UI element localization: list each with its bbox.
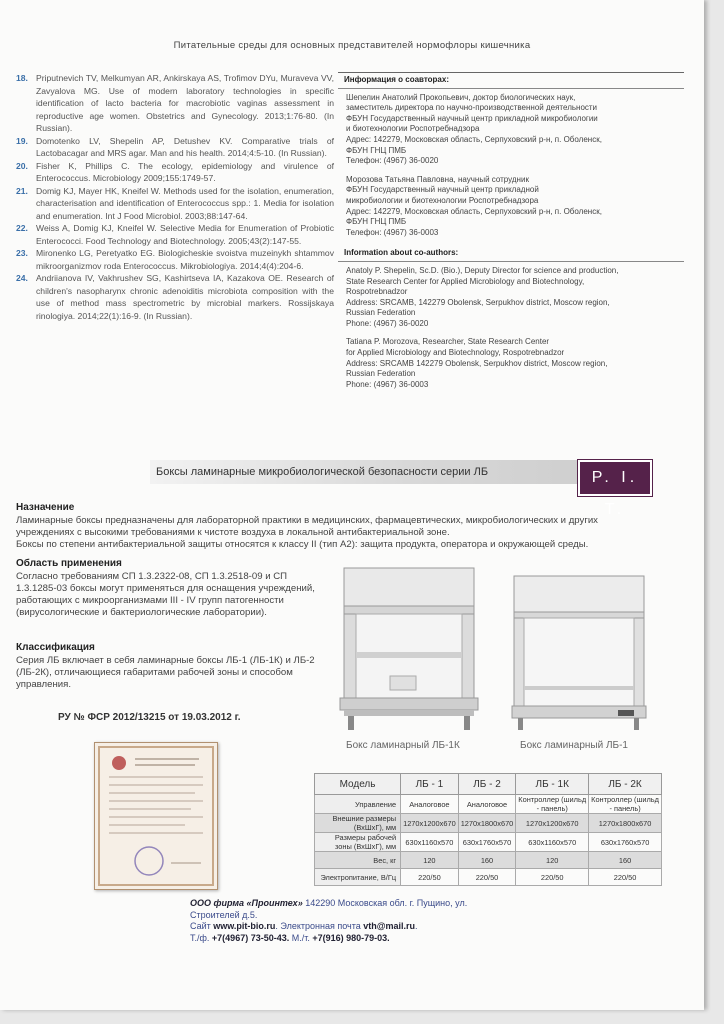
row-label: Размеры рабочей зоны (ВхШхГ), мм [315, 833, 401, 852]
table-cell: 1270x1200x670 [516, 814, 589, 833]
table-header: ЛБ - 2К [589, 774, 662, 795]
reference-item [16, 247, 334, 272]
table-row [315, 833, 662, 852]
table-cell: 160 [458, 852, 516, 869]
table-row [315, 814, 662, 833]
row-label: Управление [315, 795, 401, 814]
reference-text: Priputnevich TV, Melkumyan AR, Ankirskaya AS, Trofimov DYu, Muraveva VV, Zavyalova MG. Use of modern laboratory technologies in specific identification of lacto bacteria for macrobiotic vaginas assessment in reproductive age women. Obstetrics and Gynecology. 2013;1:76-80. (In Russian). [36, 73, 334, 133]
table-cell: 220/50 [589, 869, 662, 886]
caption-lb1: Бокс ламинарный ЛБ-1 [520, 740, 628, 751]
reference-number: 19. [16, 135, 28, 146]
phone-label: Т./ф. [190, 932, 212, 943]
phone-2: +7(916) 980-79-03. [312, 932, 390, 943]
coauthor-en-block: Anatoly P. Shepelin, Sc.D. (Bio.), Deputy Director for science and production, State Research Center for Applied Microbiology and Biotechnology, Rospotrebnadzor Address: SRCAMB, 142279 Obolensk, Serpukhov district, Moscow region, Russian Federation Phone: (4967) 36-0020 [346, 265, 619, 328]
row-label: Электропитание, В/Гц [315, 869, 401, 886]
registration-certificate-image [94, 742, 218, 890]
certificate-graphic [95, 743, 217, 889]
reference-item [16, 72, 334, 135]
table-header: Модель [315, 774, 401, 795]
table-cell: Контроллер (шильд - панель) [516, 795, 589, 814]
table-row [315, 869, 662, 886]
scope-heading: Область применения [16, 558, 122, 569]
table-cell: 120 [401, 852, 459, 869]
pit-logo: P. I. T. [578, 460, 652, 496]
classification-heading: Классификация [16, 642, 95, 653]
coauthors-ru-header: Информация о соавторах: [338, 73, 684, 89]
site-label: Сайт [190, 921, 214, 931]
table-cell: 1270x1800x670 [458, 814, 516, 833]
reference-text: Mironenko LG, Peretyatko EG. Biologicheskie svoistva muzeinykh shtammov mikroorganizmov roda Enterococcus. Mikrobiologiya. 2014;4(4):204-6. [36, 248, 334, 271]
contacts-block [190, 898, 490, 944]
purpose-line: Ламинарные боксы предназначены для лабораторной практики в медицинских, фармацевтических, микробиологических и других [16, 515, 598, 526]
reference-number: 21. [16, 185, 28, 196]
reference-number: 20. [16, 160, 28, 171]
site-link[interactable]: www.pit-bio.ru [213, 921, 276, 931]
coauthor-ru-block: Морозова Татьяна Павловна, научный сотрудник ФБУН Государственный научный центр прикладной микробиологии и биотехнологии Роспотребнадзора Адрес: 142279, Московская область, Серпуховский р-н, п. Оболенск, ФБУН ГНЦ ПМБ Телефон: (4967) 36-0003 [346, 174, 602, 237]
table-header: ЛБ - 1 [401, 774, 459, 795]
scope-text: Согласно требованиям СП 1.3.2322-08, СП 1.3.2518-09 и СП 1.3.1285-03 боксы могут применяться для оснащения учреждений, работающих с микроорганизмами III - IV групп патогенности (вирусологические и бактериологические лаборатории). [16, 571, 315, 618]
ad-banner-title: Боксы ламинарные микробиологической безопасности серии ЛБ [150, 460, 582, 484]
row-label: Вес, кг [315, 852, 401, 869]
reference-item [16, 222, 334, 247]
reference-text: Andriianova IV, Vakhrushev SG, Kashirtseva IA, Kazakova OE. Research of children's nasopharynx chronic adenoiditis microbiota composition with the use of method mass spectrometric by microbial markers. Rossijskaya rinologiya. 2014;22(1):16-9. (In Russian). [36, 273, 334, 321]
reference-item [16, 185, 334, 223]
laminar-box-lb1k-image [330, 566, 486, 734]
reference-item [16, 160, 334, 185]
table-cell: 630x1160x570 [401, 833, 459, 852]
table-header-row [315, 774, 662, 795]
company-name: ООО фирма «Проинтех» [190, 898, 303, 908]
table-header: ЛБ - 2 [458, 774, 516, 795]
email-label: . Электронная почта [275, 921, 364, 931]
reference-text: Domig KJ, Mayer HK, Kneifel W. Methods used for the isolation, enumeration, characterisation and identification of Enterococcus spp.: 1. Media for isolation and enumeration. Int J Food Microbiol. 2003;88:147-64. [36, 185, 334, 221]
reference-item [16, 135, 334, 160]
table-cell: Контроллер (шильд - панель) [589, 795, 662, 814]
purpose-line: учреждениях с высокими требованиями к чистоте воздуха в локальной антибактериальной зоне. [16, 527, 450, 538]
table-cell: Аналоговое [401, 795, 459, 814]
table-row [315, 852, 662, 869]
purpose-heading: Назначение [16, 502, 75, 513]
table-cell: Аналоговое [458, 795, 516, 814]
coauthor-en-block: Tatiana P. Morozova, Researcher, State Research Center for Applied Microbiology and Biotechnology, Rospotrebnadzor Address: SRCAMB 142279 Obolensk, Serpukhov district, Moscow region, Russian Federation Phone: (4967) 36-0003 [346, 337, 608, 389]
reference-item [16, 272, 334, 322]
reference-list [16, 72, 334, 322]
phone-1: +7(4967) 73-50-43. [211, 932, 290, 943]
laminar-box-lb1-image [506, 574, 652, 732]
contact-line-address [190, 898, 490, 921]
coauthors-panel [338, 72, 684, 398]
table-cell: 630x1160x570 [516, 833, 589, 852]
purpose-text [16, 515, 688, 551]
row-label: Внешние размеры (ВхШхГ), мм [315, 814, 401, 833]
contact-line-phone [190, 933, 490, 945]
reference-text: Fisher K, Phillips C. The ecology, epidemiology and virulence of Enterococcus. Microbiology 2009;155:1749-57. [36, 160, 334, 183]
table-cell: 630x1760x570 [589, 833, 662, 852]
coauthors-en-header: Information about co-authors: [338, 246, 684, 262]
reference-number: 23. [16, 248, 28, 258]
reference-text: Weiss A, Domig KJ, Kneifel W. Selective Media for Enumeration of Probiotic Enterococci. Food Technology and Biotechnology. 2005;43(2):147-55. [36, 223, 334, 246]
reference-number: 18. [16, 73, 28, 83]
email-link[interactable]: vth@mail.ru [363, 921, 416, 931]
table-cell: 630x1760x570 [458, 833, 516, 852]
running-header: Питательные среды для основных представителей нормофлоры кишечника [173, 40, 531, 51]
registration-number: РУ № ФСР 2012/13215 от 19.03.2012 г. [58, 712, 241, 723]
reference-number: 22. [16, 223, 28, 233]
table-cell: 120 [516, 852, 589, 869]
contact-punct: . [415, 921, 418, 931]
table-cell: 220/50 [458, 869, 516, 886]
caption-lb1k: Бокс ламинарный ЛБ-1К [346, 740, 460, 751]
reference-number: 24. [16, 273, 28, 283]
table-cell: 220/50 [401, 869, 459, 886]
specifications-table [314, 773, 662, 886]
company-address: 142290 Московская обл. г. Пущино, ул. Строителей д.5. [190, 898, 468, 920]
table-header: ЛБ - 1К [516, 774, 589, 795]
table-cell: 1270x1200x670 [401, 814, 459, 833]
coauthor-ru-block: Шепелин Анатолий Прокопьевич, доктор биологических наук, заместитель директора по научно-производственной деятельности ФБУН Государственный научный центр прикладной микробиологии и биотехнологии Роспотребнадзора Адрес: 142279, Московская область, Серпуховский р-н, п. Оболенск, ФБУН ГНЦ ПМБ Телефон: (4967) 36-0020 [346, 92, 602, 166]
purpose-line: Боксы по степени антибактериальной защиты относятся к классу II (тип А2): защита продукта, оператора и окружающей среды. [16, 539, 589, 550]
table-cell: 160 [589, 852, 662, 869]
reference-text: Domotenko LV, Shepelin AP, Detushev KV. Comparative trials of Lactobacagar and MRS agar. Man and his health. 2014;4:5-10. (In Russian). [36, 135, 334, 158]
table-row [315, 795, 662, 814]
table-cell: 220/50 [516, 869, 589, 886]
table-cell: 1270x1800x670 [589, 814, 662, 833]
classification-text: Серия ЛБ включает в себя ламинарные боксы ЛБ-1 (ЛБ-1К) и ЛБ-2 (ЛБ-2К), отличающиеся габаритами рабочей зоны и способом управления. [16, 655, 315, 690]
contact-line-web [190, 921, 490, 933]
mobile-label: М./т. [289, 932, 313, 943]
